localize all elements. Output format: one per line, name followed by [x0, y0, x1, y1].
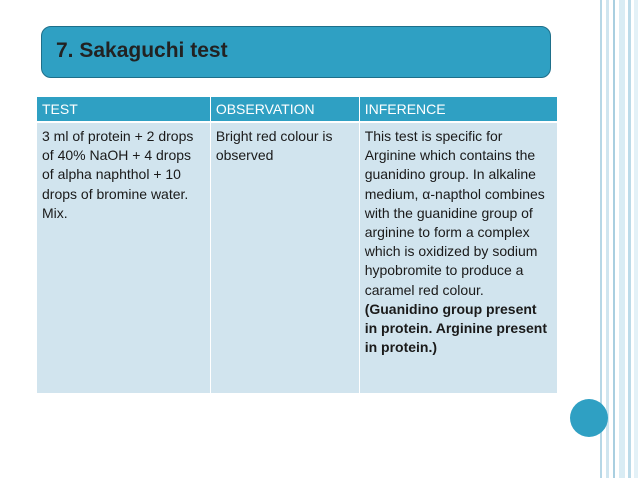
inference-conclusion: (Guanidino group present in protein. Arginine present in protein.) [364, 300, 547, 356]
slide-title: 7. Sakaguchi test [56, 39, 228, 62]
cell-test: 3 ml of protein + 2 drops of 40% NaOH + 4 drops of alpha naphthol + 10 drops of bromine water. Mix. [37, 122, 210, 393]
decorative-stripe [634, 0, 638, 478]
title-box [41, 26, 551, 78]
test-table [37, 97, 557, 393]
table-header-row [37, 97, 557, 122]
cell-observation: Bright red colour is observed [210, 122, 359, 393]
decorative-stripe [613, 0, 615, 478]
decorative-stripe [619, 0, 625, 478]
cell-inference [359, 122, 557, 393]
decorative-stripe [628, 0, 631, 478]
decorative-stripe [606, 0, 609, 478]
inference-text: This test is specific for Arginine which contains the guanidino group. In alkaline medium, α-napthol combines with the guanidine group of arginine to form a complex which is oxidized by sodium hypobromite to produce a caramel red colour. [364, 128, 545, 298]
header-observation: OBSERVATION [210, 97, 359, 122]
decorative-circle [570, 399, 608, 437]
table-row [37, 122, 557, 393]
header-test: TEST [37, 97, 210, 122]
header-inference: INFERENCE [359, 97, 557, 122]
